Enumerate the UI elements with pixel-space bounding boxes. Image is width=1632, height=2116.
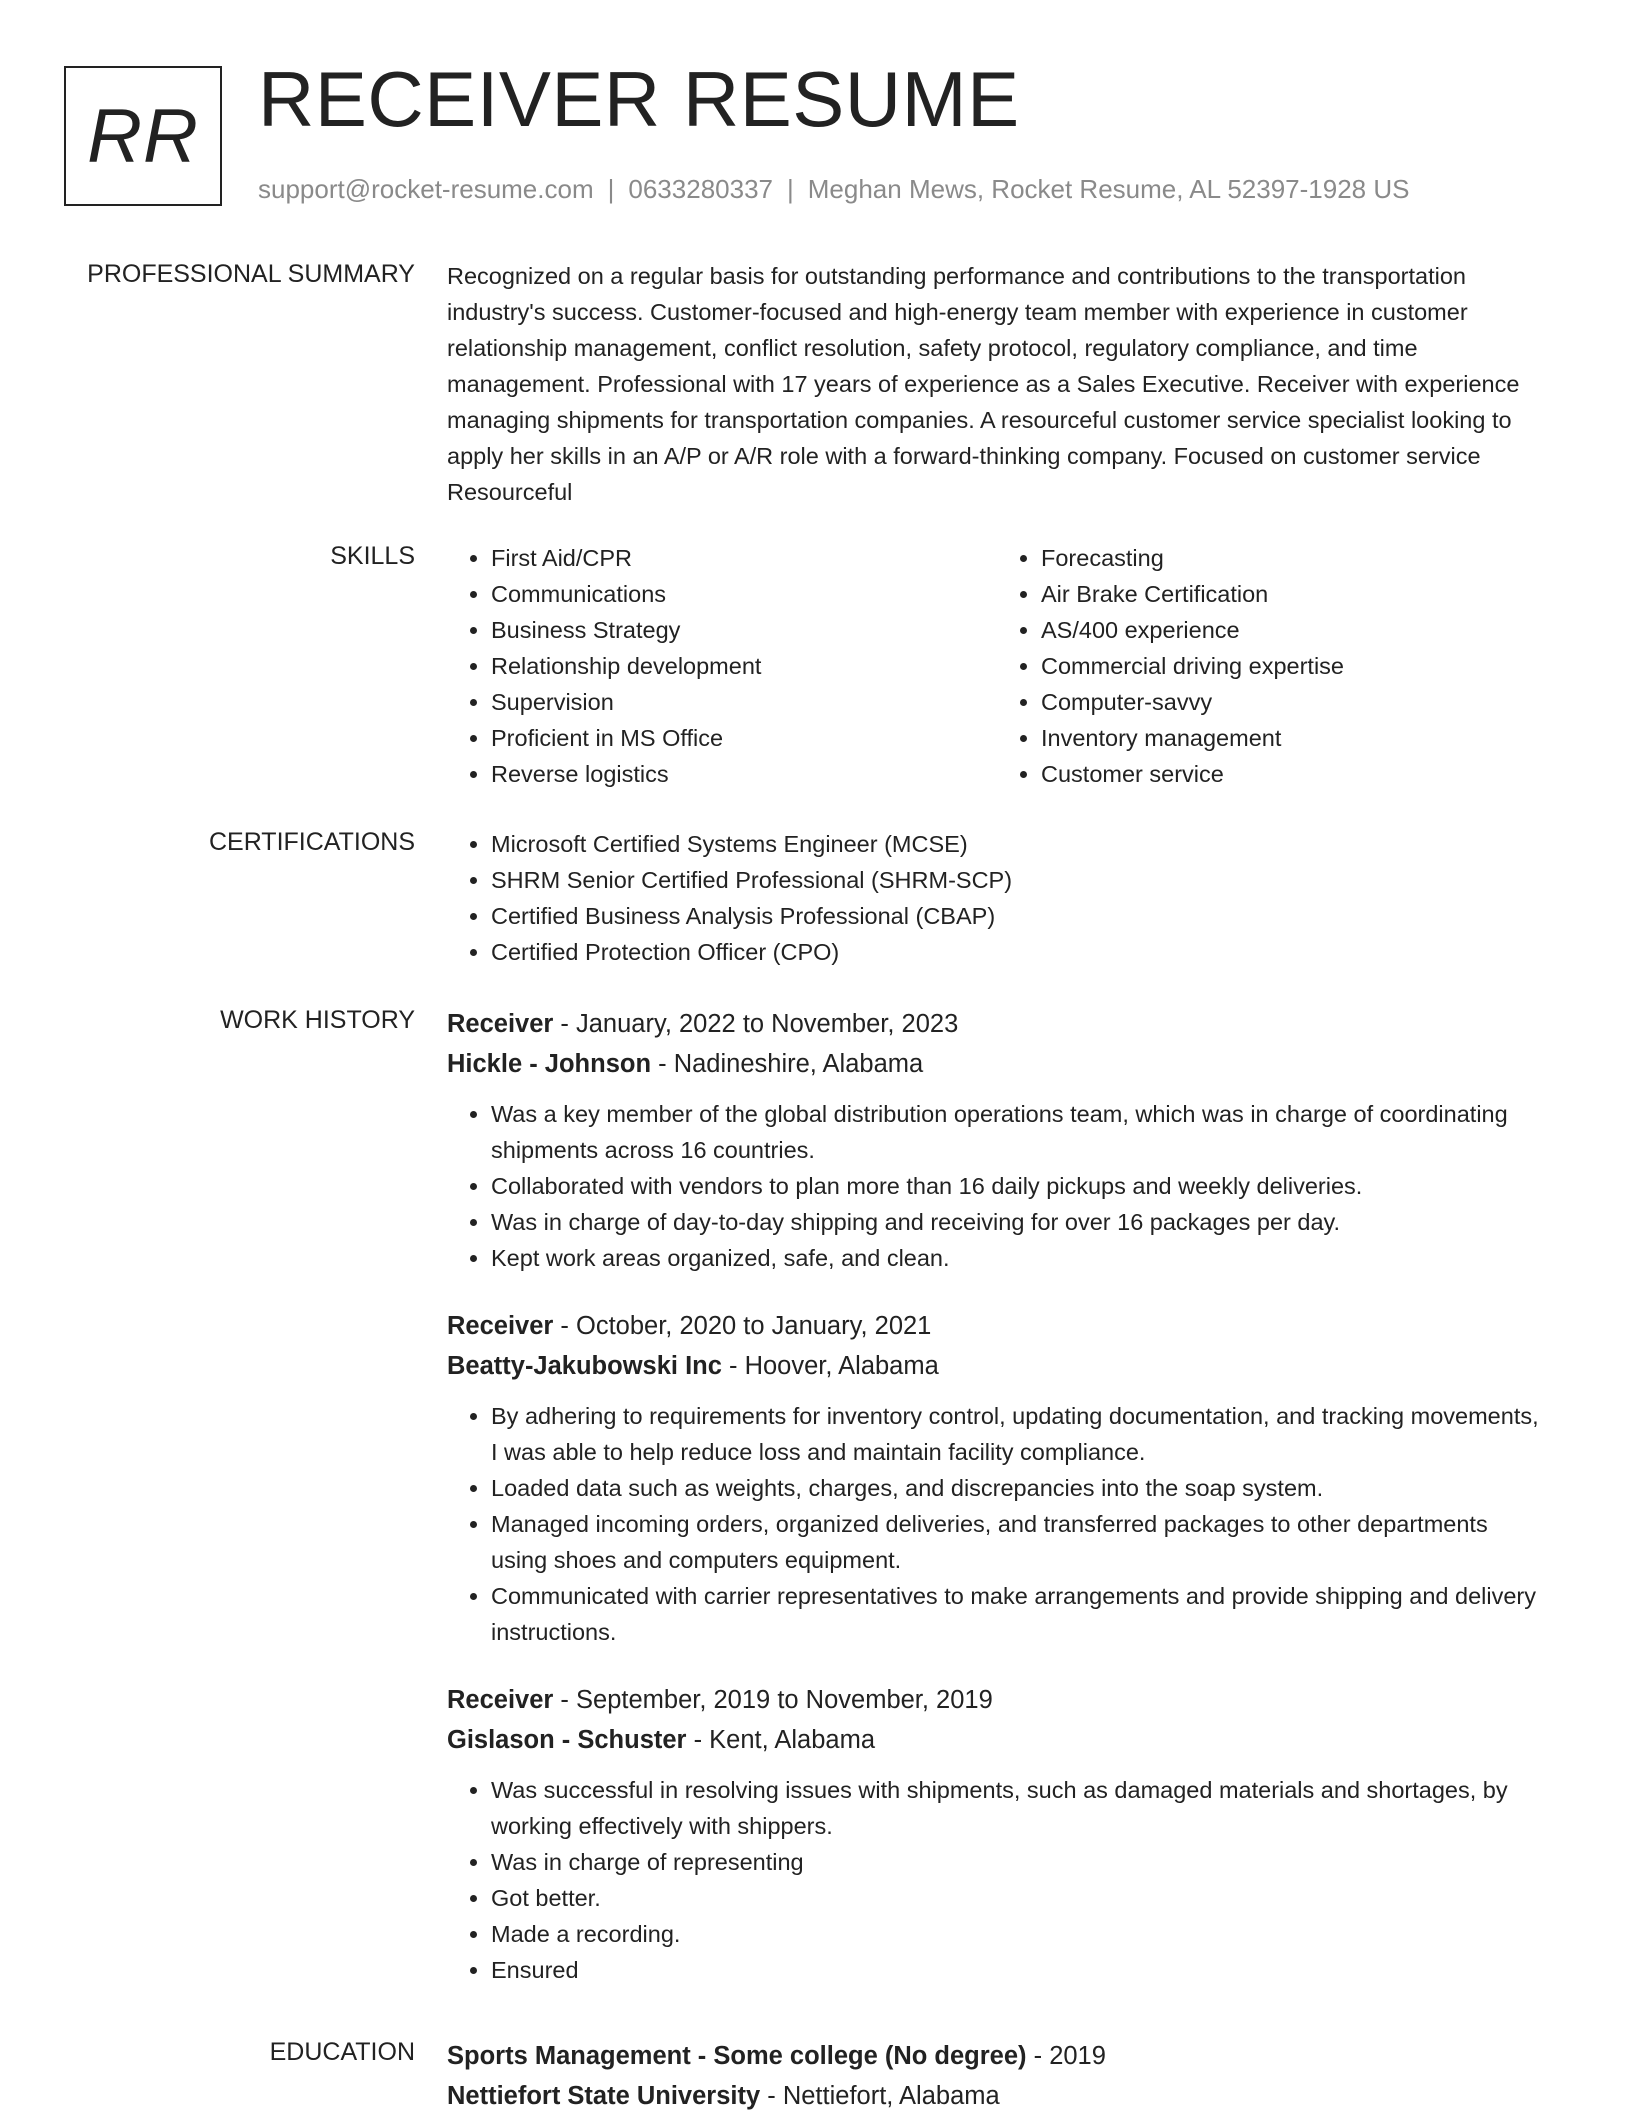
contact-separator: | [787,174,794,204]
education-label: EDUCATION [269,2038,415,2066]
contact-line [258,174,1409,205]
job-entry [447,1004,1547,1276]
certifications-list [447,826,1547,970]
job-company: Gislason - Schuster [447,1726,687,1754]
certification-item: • Certified Business Analysis Professional (CBAP) [491,898,1547,934]
work-history-body [447,1004,1547,2018]
contact-email: support@rocket-resume.com [258,174,594,204]
skills-label: SKILLS [330,542,415,570]
job-location: - Nadineshire, Alabama [651,1050,924,1078]
contact-address: Meghan Mews, Rocket Resume, AL 52397-1928 US [807,174,1410,204]
skills-body [447,540,1547,792]
education-location: - Nettiefort, Alabama [760,2082,1000,2110]
skill-item: • Computer-savvy [1041,684,1547,720]
certification-item: • Microsoft Certified Systems Engineer (MCSE) [491,826,1547,862]
skill-item: • Air Brake Certification [1041,576,1547,612]
job-title-line [447,1004,1547,1044]
contact-separator: | [607,174,615,204]
education-school: Nettiefort State University [447,2082,761,2110]
job-company-line [447,1346,1547,1386]
summary-body [447,258,1547,510]
job-company-line [447,1044,1547,1084]
job-company-line [447,1720,1547,1760]
job-dates: - January, 2022 to November, 2023 [553,1010,959,1038]
job-entry [447,1680,1547,1988]
skill-item: • Business Strategy [491,612,997,648]
education-degree: Sports Management - Some college (No degree) [447,2042,1027,2070]
job-bullet: • Was in charge of representing [491,1844,1547,1880]
education-body [447,2036,1547,2116]
job-bullet: • Loaded data such as weights, charges, and discrepancies into the soap system. [491,1470,1547,1506]
job-title: Receiver [447,1312,554,1340]
education-year: - 2019 [1026,2042,1106,2070]
skill-item: • First Aid/CPR [491,540,997,576]
skill-item: • Customer service [1041,756,1547,792]
education-school-line [447,2076,1547,2116]
job-bullet: • Was in charge of day-to-day shipping and receiving for over 16 packages per day. [491,1204,1547,1240]
job-bullet: • Communicated with carrier representatives to make arrangements and provide shipping and delivery instructions. [491,1578,1547,1650]
job-company: Beatty-Jakubowski Inc [447,1352,722,1380]
monogram-badge: RR [64,66,222,206]
skill-item: • Forecasting [1041,540,1547,576]
job-location: - Kent, Alabama [686,1726,876,1754]
job-bullet: • Collaborated with vendors to plan more than 16 daily pickups and weekly deliveries. [491,1168,1547,1204]
skill-item: • Commercial driving expertise [1041,648,1547,684]
skills-list-left [447,540,997,792]
job-bullets [447,1096,1547,1276]
certification-item: • SHRM Senior Certified Professional (SHRM-SCP) [491,862,1547,898]
summary-text: Recognized on a regular basis for outstanding performance and contributions to the transportation industry's success. Customer-focused and high-energy team member with experience in customer relationship management, conflict resolution, safety protocol, regulatory compliance, and time management. Professional with 17 years of experience as a Sales Executive. Receiver with experience managing shipments for transportation companies. A resourceful customer service specialist looking to apply her skills in an A/P or A/R role with a forward-thinking company. Focused on customer service Resourceful [447,263,1520,505]
skill-item: • Supervision [491,684,997,720]
skill-item: • Relationship development [491,648,997,684]
job-bullets [447,1772,1547,1988]
job-bullet: • Managed incoming orders, organized deliveries, and transferred packages to other departments using shoes and computers equipment. [491,1506,1547,1578]
resume-title: RECEIVER RESUME [258,55,1020,143]
job-title: Receiver [447,1010,554,1038]
job-bullet: • Made a recording. [491,1916,1547,1952]
job-bullet: • By adhering to requirements for inventory control, updating documentation, and tracking movements, I was able to help reduce loss and maintain facility compliance. [491,1398,1547,1470]
education-degree-line [447,2036,1547,2076]
job-title: Receiver [447,1686,554,1714]
job-bullet: • Got better. [491,1880,1547,1916]
skills-list-right [997,540,1547,792]
skill-item: • Communications [491,576,997,612]
skill-item: • Inventory management [1041,720,1547,756]
job-dates: - October, 2020 to January, 2021 [553,1312,932,1340]
skill-item: • Reverse logistics [491,756,997,792]
summary-label: PROFESSIONAL SUMMARY [87,260,415,288]
job-bullet: • Was successful in resolving issues with shipments, such as damaged materials and shortages, by working effectively with shippers. [491,1772,1547,1844]
skill-item: • Proficient in MS Office [491,720,997,756]
job-bullet: • Kept work areas organized, safe, and clean. [491,1240,1547,1276]
job-dates: - September, 2019 to November, 2019 [553,1686,993,1714]
certification-item: • Certified Protection Officer (CPO) [491,934,1547,970]
job-bullet: • Ensured [491,1952,1547,1988]
job-entry [447,1306,1547,1650]
job-title-line [447,1306,1547,1346]
skill-item: • AS/400 experience [1041,612,1547,648]
job-location: - Hoover, Alabama [721,1352,939,1380]
certifications-label: CERTIFICATIONS [208,828,415,856]
job-company: Hickle - Johnson [447,1050,652,1078]
work-history-label: WORK HISTORY [220,1006,415,1034]
contact-phone: 0633280337 [628,174,773,204]
job-bullets [447,1398,1547,1650]
job-title-line [447,1680,1547,1720]
job-bullet: • Was a key member of the global distribution operations team, which was in charge of coordinating shipments across 16 countries. [491,1096,1547,1168]
certifications-body [447,826,1547,970]
